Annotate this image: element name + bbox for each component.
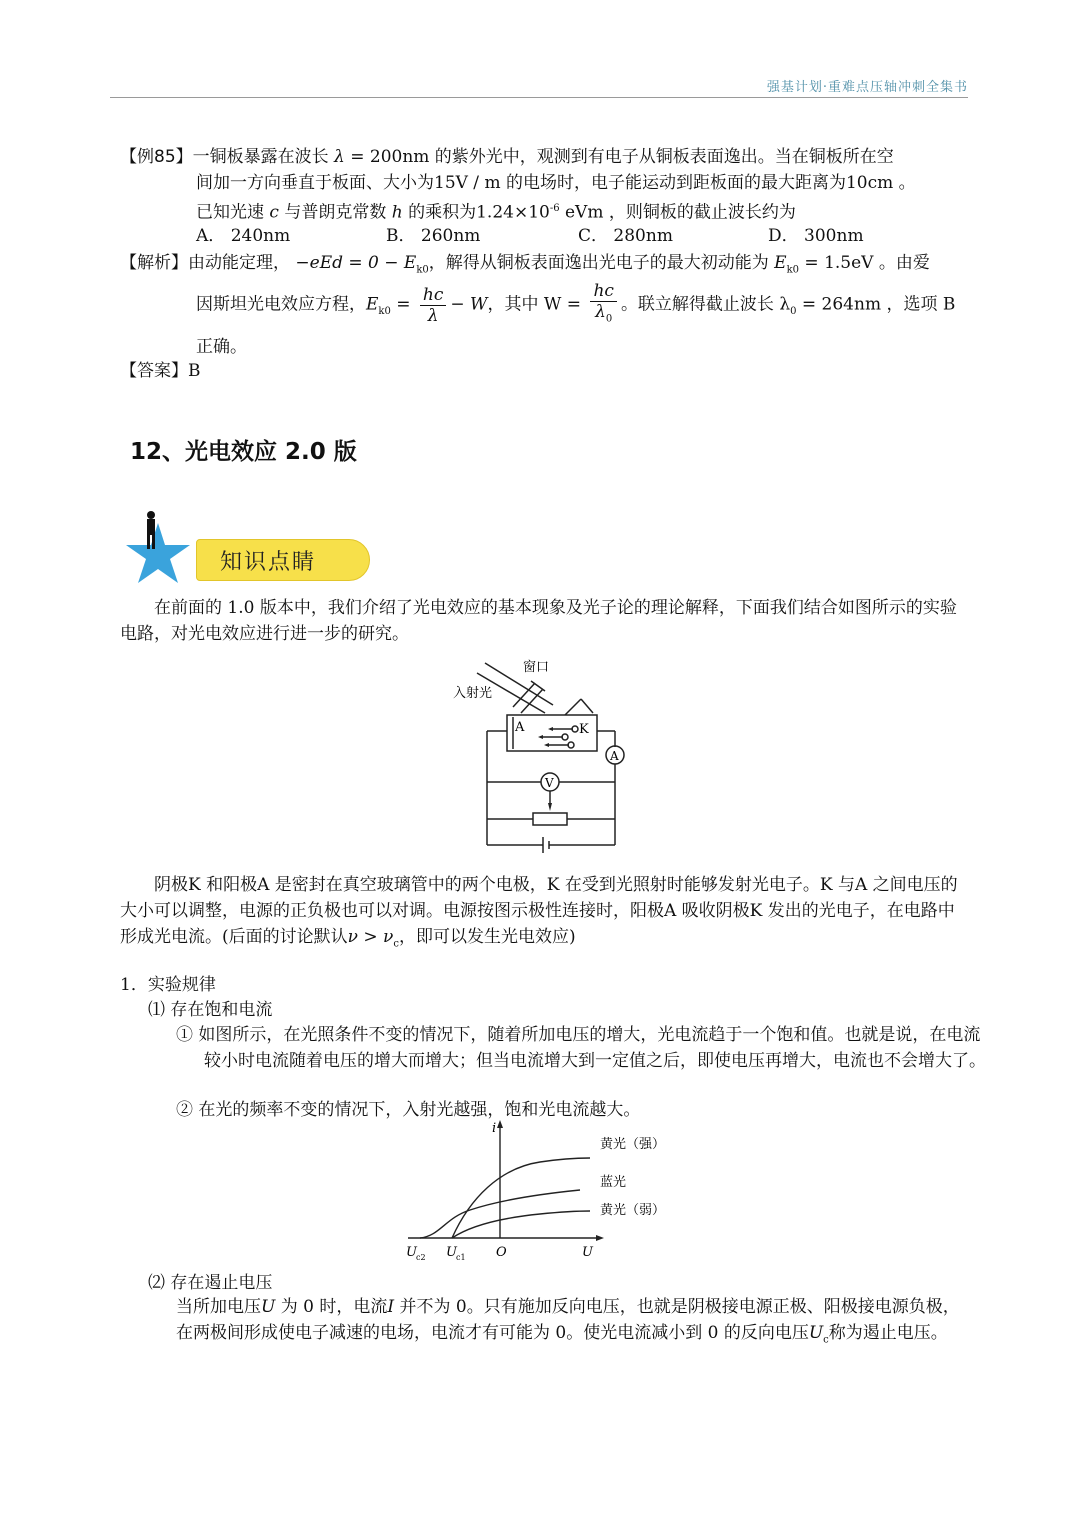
- option-d: D． 300nm: [768, 226, 864, 246]
- iu-graph: [400, 1118, 700, 1268]
- circuit-diagram: [445, 655, 635, 860]
- curve-label-blue: 蓝光: [600, 1175, 627, 1190]
- rule-item-1: ① 如图所示，在光照条件不变的情况下，随着所加电压的增大，光电流趋于一个饱和值。也就是说，在电流较小时电流随着电压的增大而增大；但当电流增大到一定值之后，即使电压再增大，电流也不会增大了。: [176, 1025, 986, 1071]
- x-axis-label: U: [582, 1245, 593, 1260]
- ammeter-label: A: [610, 749, 619, 763]
- curve-yellow-weak: [452, 1211, 590, 1238]
- stopping-voltage-paragraph: 当所加电压U 为 0 时，电流I 并不为 0。只有施加反向电压，也就是阴极接电源正极、阳极接电源负极，在两极间形成使电子减速的电场，电流才有可能为 0。使光电流减小到 0 的反向电压$U_c$称为遏止电压。: [176, 1297, 960, 1346]
- curve-label-yellow-strong: 黄光（强）: [600, 1137, 666, 1152]
- origin-label: O: [496, 1245, 507, 1260]
- answer-line: [120, 358, 201, 384]
- y-axis-label: i: [492, 1121, 497, 1136]
- intro-paragraph: 在前面的 1.0 版本中，我们介绍了光电效应的基本现象及光子论的理论解释，下面我们结合如图所示的实验电路，对光电效应进行进一步的研究。: [120, 598, 957, 644]
- uc1-label: U: [446, 1245, 457, 1260]
- cathode-anode-paragraph: 阴极K 和阳极A 是密封在真空玻璃管中的两个电极，K 在受到光照射时能够发射光电子。K 与A 之间电压的大小可以调整，电源的正负极也可以对调。电源按图示极性连接时，阳极A 吸收阴极K 发出的光电子，在电路中形成光电流。(后面的讨论默认$\nu > \nu_c$，即可以发生光电效应): [120, 875, 958, 950]
- option-b: B． 260nm: [386, 226, 481, 246]
- solution-tag: 【解析】: [120, 253, 188, 273]
- running-header: 强基计划·重难点压轴冲刺全集书: [766, 80, 968, 95]
- uc1-sub: c1: [456, 1253, 466, 1262]
- section-title: 12、光电效应 2.0 版: [130, 439, 357, 465]
- rule-item-2: ② 在光的频率不变的情况下，入射光越强，饱和光电流越大。: [176, 1100, 641, 1120]
- answer-value: B: [188, 361, 201, 381]
- solution-line-1: 【解析】由动能定理， $-eEd = 0 - E_{k0}$，解得从铜板表面逸出光电子的最大初动能为 $E_{k0} = 1.5eV$ 。由爱: [120, 253, 930, 276]
- curve-label-yellow-weak: 黄光（弱）: [600, 1203, 666, 1218]
- rule-saturation-heading: ⑴ 存在饱和电流: [148, 1000, 273, 1020]
- voltmeter-label: V: [545, 776, 554, 790]
- option-a: A． 240nm: [196, 226, 291, 246]
- rule-stopping-heading: ⑵ 存在遏止电压: [148, 1273, 273, 1293]
- solution-line-2: 因斯坦光电效应方程，$E_{k0}$ = $\frac{hc}{\lambda}$ − W，其中 W = $\frac{hc}{\lambda_0}$ 。联立解得截止波长 $\lambda_0 = 264nm$ ，选项 B: [196, 281, 955, 329]
- cathode-label: K: [579, 722, 589, 737]
- example-tag: 【例85】: [120, 147, 193, 167]
- anode-label: A: [515, 720, 525, 735]
- example-line-2: 间加一方向垂直于板面、大小为15V / m 的电场时，电子能运动到距板面的最大距离为10cm 。: [196, 173, 916, 193]
- example-line-1: 【例85】一铜板暴露在波长 λ = 200nm 的紫外光中，观测到有电子从铜板表面逸出。当在铜板所在空: [120, 147, 894, 167]
- answer-tag: 【答案】: [120, 361, 188, 381]
- fraction-hc-lambda0: $\frac{hc}{\lambda_0}$: [590, 281, 616, 329]
- fraction-hc-lambda: $\frac{hc}{\lambda}$: [420, 285, 446, 326]
- uc2-label: U: [406, 1245, 417, 1260]
- uc2-sub: c2: [416, 1253, 426, 1262]
- header-rule: [110, 97, 968, 98]
- light-label: 入射光: [453, 686, 493, 701]
- solution-line-3: 正确。: [196, 337, 247, 357]
- option-c: C． 280nm: [578, 226, 673, 246]
- window-label: 窗口: [523, 660, 550, 675]
- banner-label: 知识点睛: [220, 550, 317, 575]
- rules-heading: 1．实验规律: [120, 975, 216, 995]
- example-line-3: 已知光速 c 与普朗克常数 h 的乘积为$1.24\times 10^{-6}$ eVm ，则铜板的截止波长约为: [196, 202, 796, 223]
